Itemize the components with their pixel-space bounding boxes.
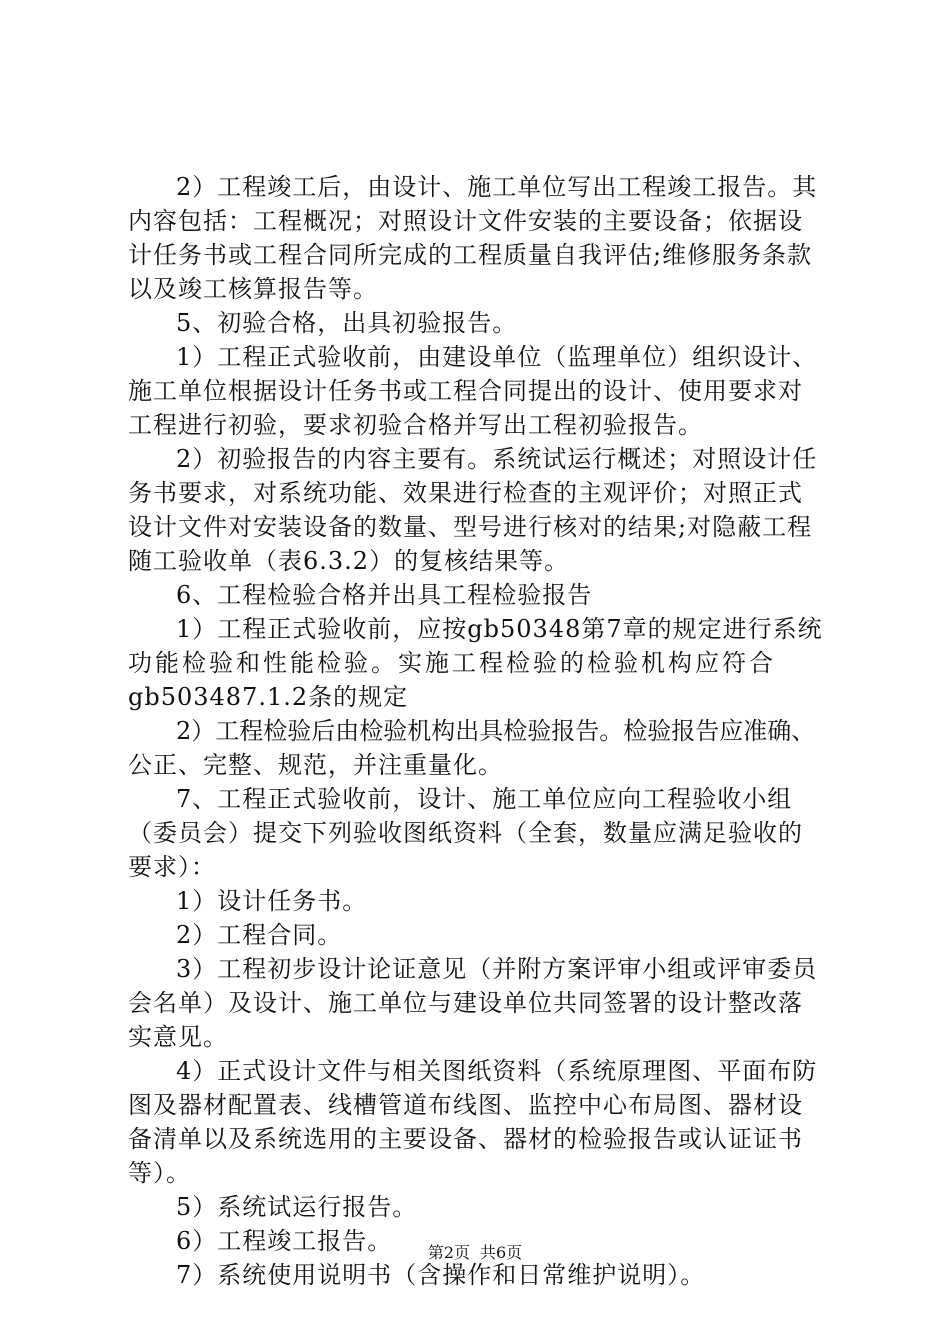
text-line: 务书要求，对系统功能、效果进行检查的主观评价；对照正式 [128,479,803,507]
text-line: gb503487.1.2条的规定 [128,683,409,711]
text-line: 等）。 [128,1159,191,1187]
text-line: 功能检验和性能检验。实施工程检验的检验机构应符合 [128,649,776,677]
text-line: 1）工程正式验收前，由建设单位（监理单位）组织设计、 [176,343,818,371]
list-item: 3）工程初步设计论证意见（并附方案评审小组或评审委员 [176,955,818,983]
text-line: 施工单位根据设计任务书或工程合同提出的设计、使用要求对 [128,377,803,405]
list-item: 7）系统使用说明书（含操作和日常维护说明）。 [176,1261,706,1289]
text-line: （委员会）提交下列验收图纸资料（全套，数量应满足验收的 [128,819,803,847]
text-line: 随工验收单（表6.3.2）的复核结果等。 [128,547,570,575]
text-line: 图及器材配置表、线槽管道布线图、监控中心布局图、器材设 [128,1091,803,1119]
page-total: 共6页 [480,1243,523,1262]
text-line: 备清单以及系统选用的主要设备、器材的检验报告或认证证书 [128,1125,803,1153]
text-line: 计任务书或工程合同所完成的工程质量自我评估;维修服务条款 [128,241,813,269]
list-item: 6）工程竣工报告。 [176,1227,393,1255]
text-line: 设计文件对安装设备的数量、型号进行核对的结果;对隐蔽工程 [128,513,813,541]
text-line: 要求）： [128,853,216,881]
text-line: 实意见。 [128,1023,228,1051]
text-line: 1）工程正式验收前，应按gb50348第7章的规定进行系统 [176,615,823,643]
text-line: 内容包括：工程概况；对照设计文件安装的主要设备；依据设 [128,207,803,235]
section-heading: 7、工程正式验收前，设计、施工单位应向工程验收小组 [176,785,793,813]
text-line: 公正、完整、规范，并注重量化。 [128,751,503,779]
list-item: 5）系统试运行报告。 [176,1193,418,1221]
section-heading: 5、初验合格，出具初验报告。 [176,309,518,337]
text-line: 2）工程检验后由检验机构出具检验报告。检验报告应准确、 [176,717,816,745]
document-body [128,170,828,1292]
text-line: 2）工程竣工后，由设计、施工单位写出工程竣工报告。其 [176,173,818,201]
page-footer [0,1241,950,1265]
text-line: 以及竣工核算报告等。 [128,275,378,303]
section-heading: 6、工程检验合格并出具工程检验报告 [176,581,593,609]
list-item: 2）工程合同。 [176,921,343,949]
page-number: 第2页 [427,1243,470,1262]
text-line: 会名单）及设计、施工单位与建设单位共同签署的设计整改落 [128,989,803,1017]
text-line: 2）初验报告的内容主要有。系统试运行概述；对照设计任 [176,445,818,473]
text-line: 工程进行初验，要求初验合格并写出工程初验报告。 [128,411,703,439]
list-item: 1）设计任务书。 [176,887,368,915]
list-item: 4）正式设计文件与相关图纸资料（系统原理图、平面布防 [176,1057,818,1085]
